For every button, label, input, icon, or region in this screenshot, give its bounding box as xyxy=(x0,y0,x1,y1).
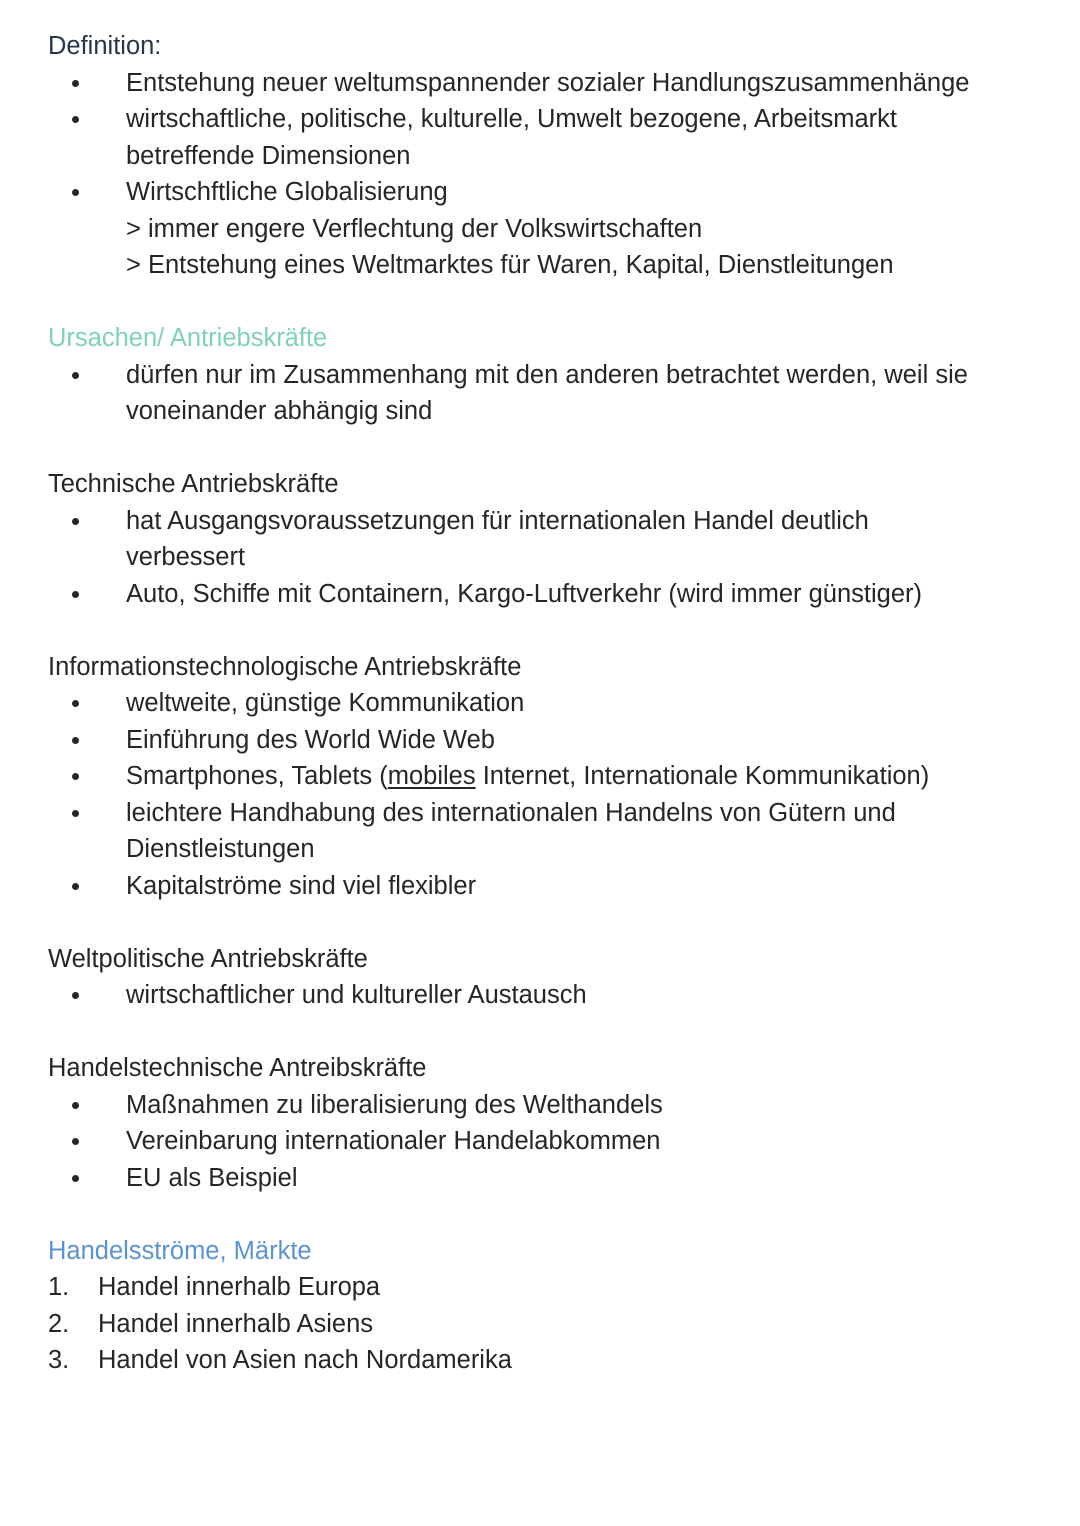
spacer xyxy=(48,1014,1048,1051)
underlined-word: mobiles xyxy=(387,762,476,790)
list-item xyxy=(48,576,1048,613)
list-item-text: Maßnahmen zu liberalisierung des Welthandels xyxy=(126,1090,663,1119)
handelstechnische-heading: Handelstechnische Antreibskräfte xyxy=(48,1054,427,1082)
section-ursachen xyxy=(48,320,1048,430)
spacer xyxy=(48,430,1048,467)
list-item xyxy=(48,65,1048,102)
sub-item: > immer engere Verflechtung der Volkswirtschaften xyxy=(126,214,703,243)
item-number: 1. xyxy=(48,1273,70,1301)
informationstechnologische-list xyxy=(48,685,1048,904)
document-page xyxy=(48,28,1048,1379)
handelsstroeme-heading: Handelsströme, Märkte xyxy=(48,1236,312,1265)
section-technische xyxy=(48,466,1048,612)
section-definition xyxy=(48,28,1048,284)
list-item-text: dürfen nur im Zusammenhang mit den anderen betrachtet werden, weil sie xyxy=(126,360,968,389)
list-item xyxy=(48,1160,1048,1197)
handelsstroeme-list xyxy=(48,1269,1048,1379)
list-item xyxy=(48,722,1048,759)
list-item xyxy=(48,1087,1048,1124)
list-item-text: EU als Beispiel xyxy=(126,1163,298,1192)
list-item xyxy=(48,101,1048,174)
list-item-text: Entstehung neuer weltumspannender sozialer Handlungszusammenhänge xyxy=(126,68,970,97)
list-item-text: hat Ausgangsvoraussetzungen für internationalen Handel deutlich xyxy=(126,506,869,535)
ursachen-heading: Ursachen/ Antriebskräfte xyxy=(48,324,328,352)
section-handelsstroeme xyxy=(48,1233,1048,1379)
list-item xyxy=(48,357,1048,430)
weltpolitische-heading: Weltpolitische Antriebskräfte xyxy=(48,944,368,973)
list-item xyxy=(48,795,1048,868)
weltpolitische-list xyxy=(48,977,1048,1014)
item-text: Handel von Asien nach Nordamerika xyxy=(98,1346,512,1374)
technische-list xyxy=(48,503,1048,613)
numbered-item xyxy=(48,1306,1048,1343)
list-item xyxy=(48,868,1048,905)
definition-heading: Definition: xyxy=(48,32,162,60)
list-item-text-continued: voneinander abhängig sind xyxy=(126,397,433,425)
item-number: 3. xyxy=(48,1346,70,1374)
numbered-item xyxy=(48,1342,1048,1379)
list-item-text: wirtschaftlicher und kultureller Austausch xyxy=(126,981,587,1009)
list-item xyxy=(48,685,1048,722)
informationstechnologische-heading: Informationstechnologische Antriebskräfte xyxy=(48,652,522,681)
item-text: Handel innerhalb Europa xyxy=(98,1273,381,1301)
spacer xyxy=(48,904,1048,941)
ursachen-list xyxy=(48,357,1048,430)
spacer xyxy=(48,612,1048,649)
list-item-text: Kapitalströme sind viel flexibler xyxy=(126,871,477,900)
technische-heading: Technische Antriebskräfte xyxy=(48,470,339,498)
section-weltpolitische xyxy=(48,941,1048,1014)
list-item-text: Vereinbarung internationaler Handelabkommen xyxy=(126,1127,661,1155)
list-item xyxy=(48,503,1048,576)
numbered-item xyxy=(48,1269,1048,1306)
definition-list xyxy=(48,65,1048,211)
list-item-text-end: Internet, Internationale Kommunikation) xyxy=(475,762,930,790)
section-handelstechnische xyxy=(48,1050,1048,1196)
list-item-text-start: Smartphones, Tablets ( xyxy=(126,762,388,790)
spacer xyxy=(48,1196,1048,1233)
list-item-text: leichtere Handhabung des internationalen Handelns von Gütern und xyxy=(126,798,896,827)
list-item-text: Wirtschftliche Globalisierung xyxy=(126,178,448,206)
item-number: 2. xyxy=(48,1309,70,1338)
section-informationstechnologische xyxy=(48,649,1048,905)
list-item-text: weltweite, günstige Kommunikation xyxy=(126,689,525,717)
list-item-text: wirtschaftliche, politische, kulturelle, Umwelt bezogene, Arbeitsmarkt xyxy=(126,105,897,133)
list-item-text: Auto, Schiffe mit Containern, Kargo-Luftverkehr (wird immer günstiger) xyxy=(126,579,923,608)
list-item-text-continued: betreffende Dimensionen xyxy=(126,141,411,170)
item-text: Handel innerhalb Asiens xyxy=(98,1309,374,1338)
list-item xyxy=(48,1123,1048,1160)
sub-item: > Entstehung eines Weltmarktes für Waren, Kapital, Dienstleitungen xyxy=(126,251,894,279)
list-item xyxy=(48,758,1048,795)
list-item xyxy=(48,977,1048,1014)
list-item-text: Einführung des World Wide Web xyxy=(126,725,495,754)
handelstechnische-list xyxy=(48,1087,1048,1197)
list-item-text-continued: verbessert xyxy=(126,543,246,571)
spacer xyxy=(48,284,1048,321)
list-item xyxy=(48,174,1048,211)
list-item-text-continued: Dienstleistungen xyxy=(126,835,315,863)
